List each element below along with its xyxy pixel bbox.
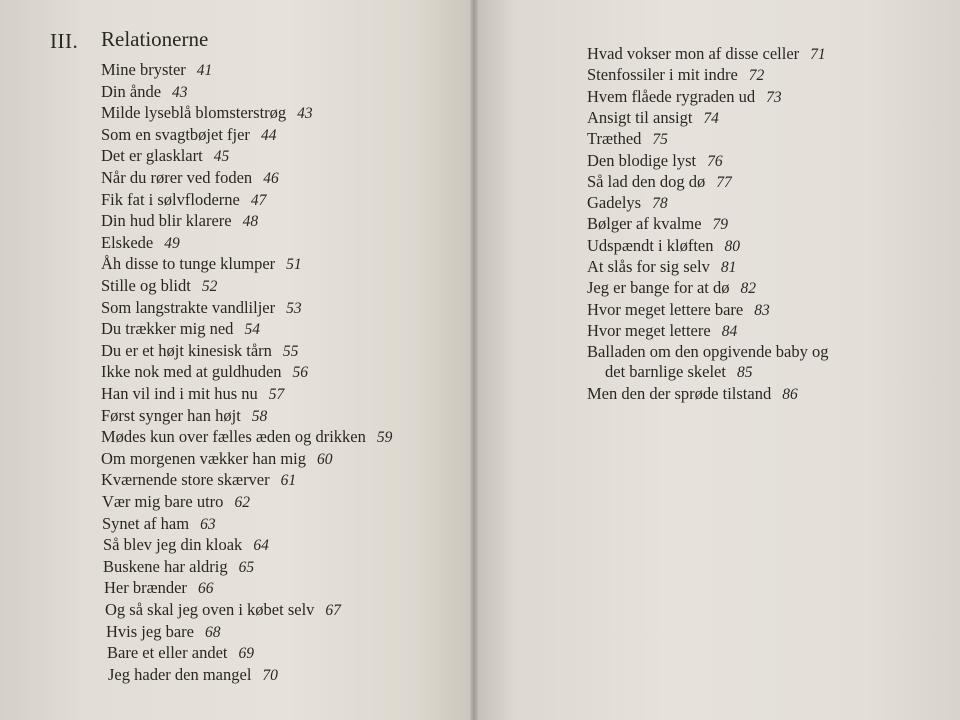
toc-entry-page: 46 <box>263 170 279 187</box>
toc-entry-page: 52 <box>201 278 218 295</box>
toc-entry-page: 73 <box>766 89 782 106</box>
toc-entry-title: Bare et eller andet <box>107 643 228 662</box>
toc-entry <box>101 449 333 470</box>
toc-entry-title: Vær mig bare utro <box>102 492 224 511</box>
toc-entry-title: Det er glasklart <box>101 146 203 165</box>
toc-entry-title-continued <box>587 362 828 383</box>
toc-entry <box>587 65 764 86</box>
toc-entry-page: 60 <box>317 451 333 468</box>
toc-entry-page: 55 <box>282 343 299 360</box>
toc-entry-page: 72 <box>748 67 765 84</box>
toc-entry-title: Stenfossiler i mit indre <box>587 65 738 84</box>
toc-entry-title: Milde lyseblå blomsterstrøg <box>101 103 287 122</box>
toc-entry-title: Du trækker mig ned <box>101 319 234 338</box>
toc-entry-page: 69 <box>238 645 254 662</box>
toc-entry <box>587 129 668 150</box>
section-number: III. <box>50 29 79 53</box>
toc-entry <box>587 108 719 129</box>
toc-entry <box>105 600 341 621</box>
toc-entry-page: 43 <box>172 84 188 101</box>
toc-entry-page: 65 <box>238 559 255 576</box>
toc-entry-page: 44 <box>260 127 277 144</box>
toc-entry <box>101 276 217 297</box>
toc-entry <box>587 278 756 299</box>
toc-entry <box>587 151 723 172</box>
toc-entry-page: 63 <box>200 516 216 533</box>
toc-entry-title: Jeg hader den mangel <box>108 665 252 684</box>
toc-entry <box>101 125 276 146</box>
toc-entry <box>101 60 212 81</box>
toc-entry <box>587 172 732 193</box>
toc-entry-page: 61 <box>280 472 297 489</box>
toc-entry <box>106 622 220 643</box>
toc-entry <box>102 492 250 513</box>
toc-entry-page: 62 <box>234 494 250 511</box>
toc-entry-title: Elskede <box>101 233 154 252</box>
toc-entry-page: 48 <box>242 213 259 230</box>
section-title: Relationerne <box>101 27 209 51</box>
toc-entry-title: Her brænder <box>104 578 187 597</box>
toc-entry-page: 49 <box>164 235 180 252</box>
toc-entry-page: 58 <box>251 408 268 425</box>
toc-entry-title: Træthed <box>587 129 642 148</box>
toc-entry <box>587 44 826 65</box>
toc-entry-title: Du er et højt kinesisk tårn <box>101 341 272 360</box>
toc-entry <box>107 643 254 664</box>
toc-entry <box>101 168 279 189</box>
toc-entry-title: Mine bryster <box>101 60 186 79</box>
toc-entry <box>102 514 216 535</box>
toc-entry <box>103 535 269 556</box>
toc-entry-page: 53 <box>286 300 302 317</box>
toc-entry <box>101 190 266 211</box>
toc-entry <box>101 470 296 491</box>
toc-entry-title: Når du rører ved foden <box>101 168 253 187</box>
toc-entry <box>101 298 302 319</box>
toc-entry <box>587 384 798 405</box>
toc-entry-page: 64 <box>253 537 269 554</box>
toc-entry-title: Gadelys <box>587 193 642 212</box>
toc-entry <box>587 214 728 235</box>
toc-entry-page: 66 <box>197 580 214 597</box>
toc-entry-page: 86 <box>782 386 798 403</box>
toc-entry-title: Hvad vokser mon af disse celler <box>587 44 800 63</box>
toc-entry-title: Bølger af kvalme <box>587 214 702 233</box>
toc-entry <box>101 362 308 383</box>
toc-entry-title: Åh disse to tunge klumper <box>101 254 276 273</box>
toc-entry-title: Stille og blidt <box>101 276 191 295</box>
toc-entry-title: Mødes kun over fælles æden og drikken <box>101 427 366 446</box>
toc-entry <box>101 406 267 427</box>
toc-entry <box>587 300 770 321</box>
toc-entry-page: 47 <box>250 192 267 209</box>
toc-entry <box>101 341 298 362</box>
toc-entry-page: 56 <box>292 364 309 381</box>
toc-entry <box>101 233 180 254</box>
toc-entry-page: 67 <box>325 602 341 619</box>
toc-entry-title: Hvor meget lettere bare <box>587 300 744 319</box>
toc-entry-page: 74 <box>703 110 719 127</box>
toc-entry-title-continued-text: det barnlige skelet <box>605 362 726 381</box>
toc-entry-page: 82 <box>740 280 756 297</box>
toc-entry-title: Ansigt til ansigt <box>587 108 693 127</box>
toc-entry-title: Og så skal jeg oven i købet selv <box>105 600 315 619</box>
toc-entry <box>587 342 828 383</box>
toc-entry-title: Den blodige lyst <box>587 151 697 170</box>
toc-entry <box>101 103 313 124</box>
toc-entry-title: At slås for sig selv <box>587 257 710 276</box>
toc-entry-page: 68 <box>204 624 221 641</box>
toc-entry-page: 76 <box>707 153 723 170</box>
toc-entry <box>587 257 736 278</box>
toc-entry-title: Din hud blir klarere <box>101 211 232 230</box>
toc-entry-title: Om morgenen vækker han mig <box>101 449 306 468</box>
toc-entry-title: Hvis jeg bare <box>106 622 194 641</box>
toc-entry-title: Men den der sprøde tilstand <box>587 384 772 403</box>
toc-entry-page: 77 <box>716 174 732 191</box>
book-gutter <box>470 0 478 720</box>
toc-entry-title: Hvem flåede rygraden ud <box>587 87 756 106</box>
toc-entry <box>587 321 737 342</box>
toc-entry-title: Først synger han højt <box>101 406 241 425</box>
toc-entry-page: 59 <box>376 429 393 446</box>
toc-entry-title: Jeg er bange for at dø <box>587 278 730 297</box>
toc-entry-title: Buskene har aldrig <box>103 557 228 576</box>
toc-entry-title: Så lad den dog dø <box>587 172 706 191</box>
toc-entry-page: 75 <box>652 131 668 148</box>
toc-entry-page: 57 <box>268 386 285 403</box>
toc-entry-title: Som langstrakte vandliljer <box>101 298 276 317</box>
toc-entry-title: Så blev jeg din kloak <box>103 535 243 554</box>
toc-entry-title: Kværnende store skærver <box>101 470 270 489</box>
toc-entry-title: Fik fat i sølvfloderne <box>101 190 240 209</box>
toc-entry <box>101 146 229 167</box>
toc-entry-page: 51 <box>286 256 302 273</box>
toc-entry-page: 71 <box>810 46 826 63</box>
toc-entry-page: 80 <box>724 238 740 255</box>
toc-entry-title: Hvor meget lettere <box>587 321 711 340</box>
toc-entry-page: 43 <box>297 105 313 122</box>
toc-entry-title: Balladen om den opgivende baby og <box>587 342 829 361</box>
toc-entry <box>101 211 258 232</box>
toc-entry-page: 85 <box>736 364 753 381</box>
toc-entry-page: 70 <box>262 667 278 684</box>
toc-entry <box>101 319 260 340</box>
toc-entry <box>587 87 782 108</box>
toc-entry-title: Udspændt i kløften <box>587 236 714 255</box>
toc-entry <box>104 578 213 599</box>
toc-entry <box>103 557 254 578</box>
toc-entry-page: 79 <box>712 216 729 233</box>
toc-entry-title: Ikke nok med at guldhuden <box>101 362 282 381</box>
toc-entry-page: 78 <box>652 195 668 212</box>
toc-entry-title: Han vil ind i mit hus nu <box>101 384 258 403</box>
toc-entry <box>587 193 668 214</box>
toc-entry <box>108 665 278 686</box>
toc-entry <box>587 236 740 257</box>
toc-entry <box>101 427 392 448</box>
toc-entry <box>101 384 284 405</box>
toc-entry-title: Som en svagtbøjet fjer <box>101 125 250 144</box>
toc-entry-page: 83 <box>754 302 770 319</box>
toc-entry-title: Din ånde <box>101 82 162 101</box>
toc-entry-page: 81 <box>720 259 737 276</box>
toc-entry <box>101 254 302 275</box>
toc-entry-page: 84 <box>721 323 738 340</box>
toc-entry-page: 45 <box>213 148 230 165</box>
toc-entry-page: 54 <box>244 321 260 338</box>
toc-entry-title: Synet af ham <box>102 514 190 533</box>
toc-entry <box>101 82 188 103</box>
toc-entry-page: 41 <box>196 62 213 79</box>
